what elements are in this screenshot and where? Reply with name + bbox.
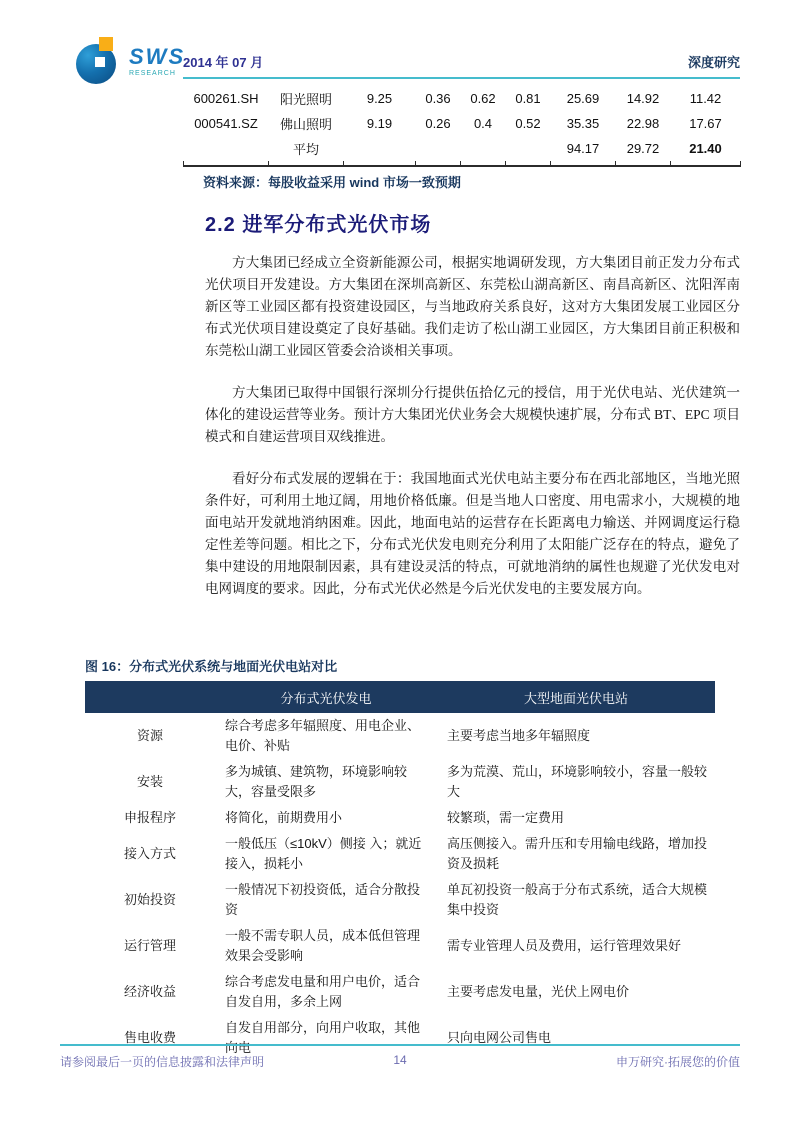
table-row <box>85 877 715 923</box>
stock-value <box>461 136 506 161</box>
stock-value: 0.81 <box>515 91 541 106</box>
header-cell-empty <box>85 681 215 713</box>
stock-value: 94.17 <box>566 141 600 156</box>
table-row <box>85 805 715 831</box>
section-heading: 2.2 进军分布式光伏市场 <box>205 214 432 236</box>
table-row <box>85 713 715 759</box>
cell-distributed: 一般低压（≤10kV）侧接 入；就近接入，损耗小 <box>225 836 422 871</box>
stock-value: 0.52 <box>515 116 541 131</box>
stock-code <box>184 136 269 161</box>
stock-value <box>506 136 551 161</box>
cell-distributed: 自发自用部分，向用户收取，其他向电 <box>225 1020 421 1055</box>
cell-distributed: 一般不需专职人员，成本低但管理效果会受影响 <box>225 928 421 963</box>
cell-distributed: 多为城镇、建筑物，环境影响较大，容量受限多 <box>225 764 408 799</box>
report-date: 2014 年 07 月 <box>183 55 264 70</box>
cell-ground: 主要考虑发电量，光伏上网电价 <box>447 984 630 999</box>
stock-value: 35.35 <box>566 116 600 131</box>
cell-ground: 需专业管理人员及费用，运行管理效果好 <box>447 938 682 953</box>
comparison-table <box>85 681 715 1061</box>
stock-value: 9.19 <box>366 116 393 131</box>
table-source-note: 资料来源：每股收益采用 wind 市场一致预期 <box>203 175 461 190</box>
header-cell-distributed: 分布式光伏发电 <box>215 681 437 713</box>
cell-ground: 主要考虑当地多年辐照度 <box>447 728 591 743</box>
stock-code: 600261.SH <box>193 91 259 106</box>
cell-ground: 单瓦初投资一般高于分布式系统，适合大规模集中投资 <box>447 882 708 917</box>
row-label: 售电收费 <box>123 1030 176 1045</box>
stock-value-average-pe: 21.40 <box>689 141 722 156</box>
row-label: 初始投资 <box>123 892 176 907</box>
table-row <box>184 111 741 136</box>
row-label: 接入方式 <box>123 846 176 861</box>
row-label: 资源 <box>136 728 163 743</box>
stock-code: 000541.SZ <box>194 116 258 131</box>
stock-value: 0.62 <box>470 91 496 106</box>
cell-distributed: 一般情况下初投资低，适合分散投资 <box>225 882 421 917</box>
logo-brand-text: SWS <box>129 43 186 69</box>
row-label: 申报程序 <box>123 810 176 825</box>
logo-orange-square <box>99 37 113 51</box>
cell-ground: 多为荒漠、荒山，环境影响较小，容量一般较大 <box>447 764 708 799</box>
cell-distributed: 将简化，前期费用小 <box>225 810 343 825</box>
section-body <box>205 252 740 654</box>
stock-value: 0.26 <box>425 116 451 131</box>
stock-value <box>344 136 416 161</box>
report-type-label: 深度研究 <box>687 55 740 70</box>
page-number: 14 <box>393 1053 407 1067</box>
cell-ground: 较繁琐，需一定费用 <box>447 810 565 825</box>
table-row <box>85 831 715 877</box>
figure-title: 图 16：分布式光伏系统与地面光伏电站对比 <box>85 659 338 674</box>
body-paragraph: 方大集团已经成立全资新能源公司，根据实地调研发现，方大集团目前正发力分布式光伏项目开发建设。方大集团在深圳高新区、东莞松山湖高新区、南昌高新区、沈阳浑南新区等工业园区都有投资建设园区，与当地政府关系良好，这对方大集团发展工业园区分布式光伏项目建设奠定了良好基础。我们走访了松山湖工业园区，方大集团目前正积极和东莞松山湖工业园区管委会洽谈相关事项。 <box>205 255 740 358</box>
stock-value: 0.36 <box>425 91 451 106</box>
stock-name: 平均 <box>292 142 319 157</box>
stock-name: 佛山照明 <box>279 117 332 132</box>
stock-value: 25.69 <box>566 91 600 106</box>
stock-value: 14.92 <box>626 91 660 106</box>
comparison-table-header-row <box>85 681 715 713</box>
table-row-average <box>184 136 741 161</box>
stock-value: 11.42 <box>689 91 722 106</box>
logo-text <box>129 43 186 77</box>
footer-slogan: 申万研究·拓展您的价值 <box>616 1055 741 1069</box>
cell-distributed: 综合考虑发电量和用户电价，适合自发自用，多余上网 <box>225 974 421 1009</box>
header-cell-ground: 大型地面光伏电站 <box>437 681 715 713</box>
stock-value: 17.67 <box>689 116 722 131</box>
cell-distributed: 综合考虑多年辐照度、用电企业、电价、补贴 <box>225 718 421 753</box>
stock-comparison-table <box>183 86 740 167</box>
table-row <box>85 759 715 805</box>
page-footer <box>60 1044 740 1070</box>
stock-value: 22.98 <box>626 116 660 131</box>
row-label: 经济收益 <box>123 984 176 999</box>
figure-16 <box>85 656 715 1061</box>
table-tick-row <box>184 161 741 166</box>
stock-value: 29.72 <box>626 141 660 156</box>
page-header-rule <box>183 52 740 79</box>
cell-ground: 只向电网公司售电 <box>447 1030 552 1045</box>
body-paragraph: 看好分布式发展的逻辑在于：我国地面式光伏电站主要分布在西北部地区，当地光照条件好，可利用土地辽阔，用地价格低廉。但是当地人口密度、用电需求小，大规模的地面电站开发就地消纳困难。因此，地面电站的运营存在长距离电力输送、并网调度运行稳定性差等问题。相比之下，分布式光伏发电则充分利用了太阳能广泛存在的特点，避免了集中建设的用地限制因素，具有建设灵活的特点，可就地消纳的属性也规避了光伏发电对电网调度的要求。因此，分布式光伏必然是今后光伏发电的主要发展方向。 <box>205 471 740 596</box>
table-row <box>85 923 715 969</box>
stock-value: 9.25 <box>366 91 393 106</box>
row-label: 运行管理 <box>123 938 176 953</box>
logo-sub-text: RESEARCH <box>129 69 176 77</box>
sws-logo-icon <box>72 36 124 86</box>
stock-value <box>416 136 461 161</box>
sws-logo <box>72 36 185 86</box>
footer-disclaimer: 请参阅最后一页的信息披露和法律声明 <box>60 1055 265 1069</box>
cell-ground: 高压侧接入。需升压和专用输电线路，增加投资及损耗 <box>447 836 708 871</box>
stock-value: 0.4 <box>473 116 493 131</box>
row-label: 安装 <box>136 774 163 789</box>
body-paragraph: 方大集团已取得中国银行深圳分行提供伍拾亿元的授信，用于光伏电站、光伏建筑一体化的建设运营等业务。预计方大集团光伏业务会大规模快速扩展，分布式 BT、EPC 项目模式和自建运营项目双线推进。 <box>205 385 740 444</box>
table-row <box>85 969 715 1015</box>
stock-name: 阳光照明 <box>279 92 332 107</box>
logo-white-square <box>95 57 105 67</box>
table-row <box>184 86 741 111</box>
